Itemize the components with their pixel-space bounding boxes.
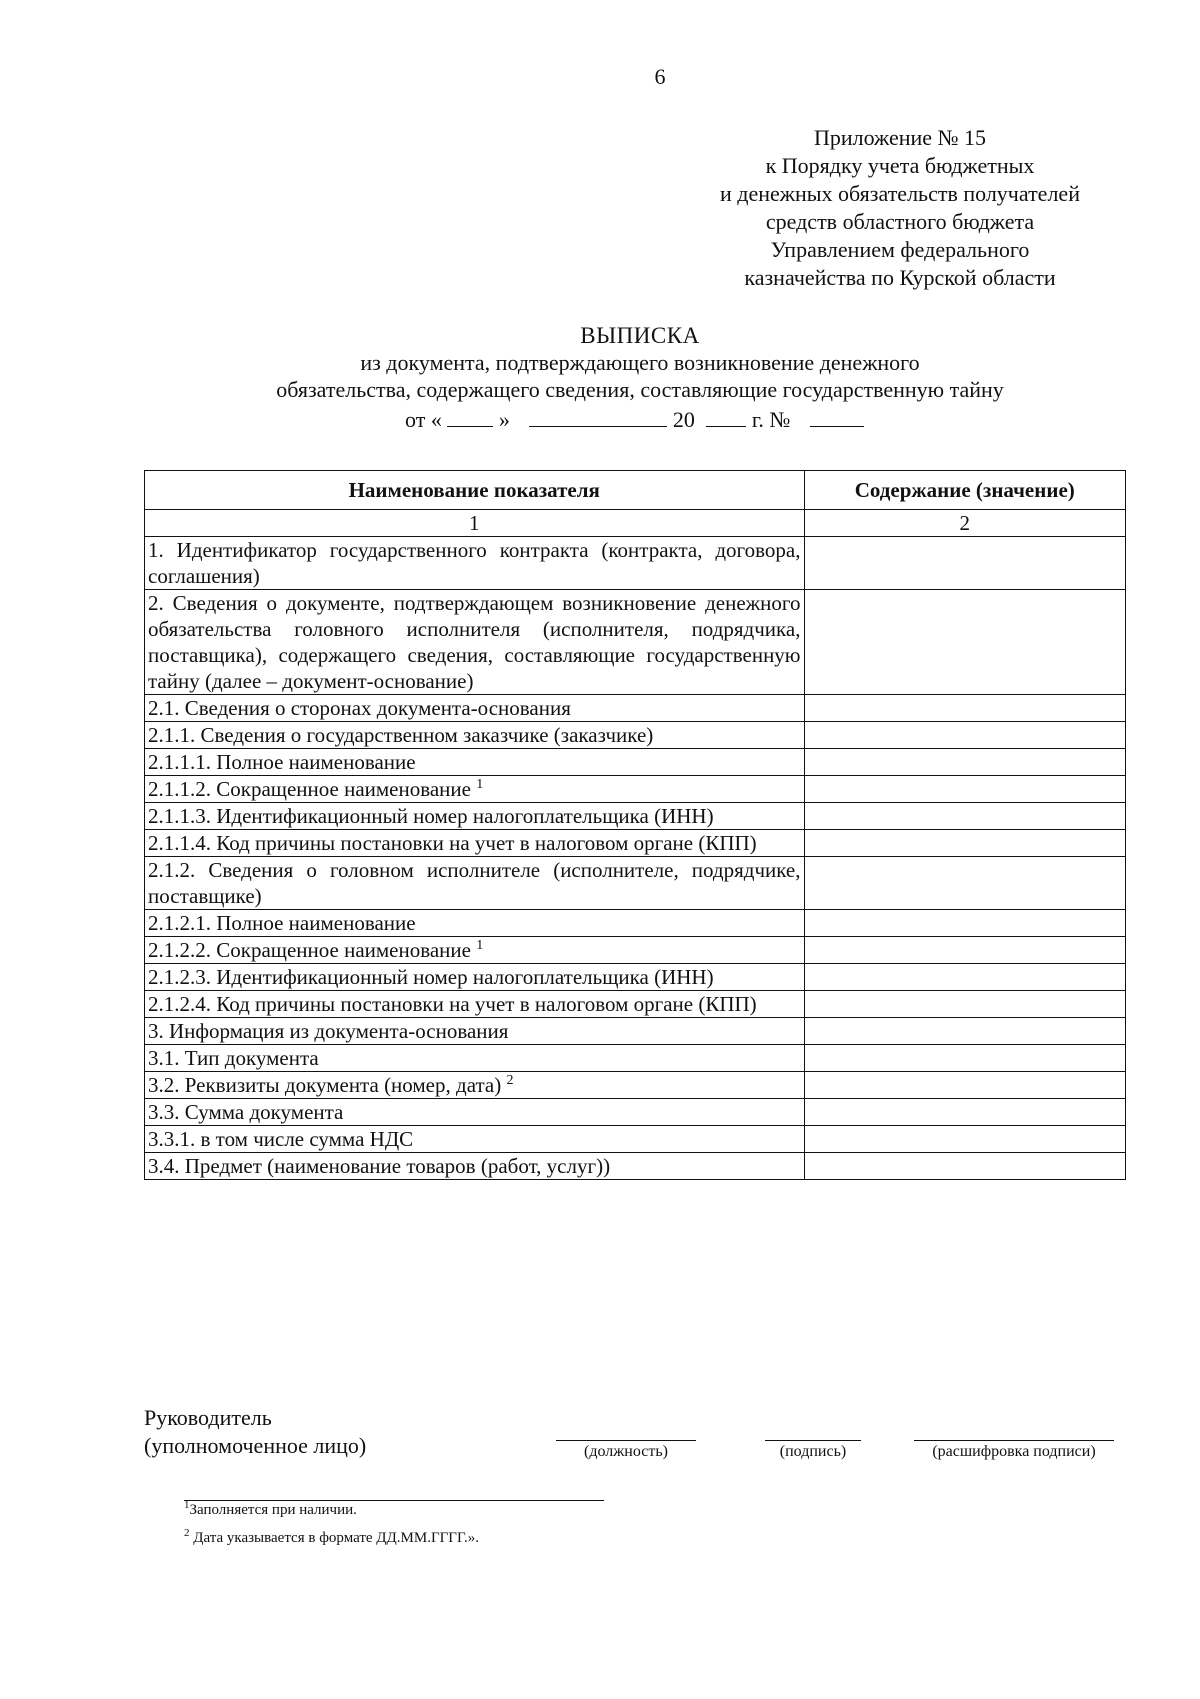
indicator-value-cell[interactable] xyxy=(804,1126,1126,1153)
indicator-name-cell xyxy=(145,776,805,803)
position-field xyxy=(556,1440,696,1461)
indicator-name: 2.1.2.2. Сокращенное наименование xyxy=(148,938,471,962)
indicator-name-cell xyxy=(145,910,805,937)
number-blank xyxy=(810,406,864,427)
footnote-mark: 1 xyxy=(184,1499,190,1511)
indicators-table xyxy=(144,470,1126,1180)
indicator-value-cell[interactable] xyxy=(804,964,1126,991)
indicator-name: 2.1.1.1. Полное наименование xyxy=(148,750,416,774)
table-row xyxy=(145,695,1126,722)
year-prefix: 20 xyxy=(672,407,695,432)
indicator-name: 3.4. Предмет (наименование товаров (работ, услуг)) xyxy=(148,1154,611,1178)
indicator-value-cell[interactable] xyxy=(804,910,1126,937)
indicator-name: 2.1.1.2. Сокращенное наименование xyxy=(148,777,471,801)
indicator-value-cell[interactable] xyxy=(804,1099,1126,1126)
indicator-name-cell xyxy=(145,695,805,722)
table-row xyxy=(145,776,1126,803)
table-row xyxy=(145,964,1126,991)
table-header-row xyxy=(145,471,1126,510)
table-row xyxy=(145,937,1126,964)
table-row xyxy=(145,991,1126,1018)
indicator-value-cell[interactable] xyxy=(804,537,1126,590)
position-line xyxy=(556,1440,696,1441)
signer-line: Руководитель xyxy=(144,1405,272,1430)
indicator-name-cell xyxy=(145,1018,805,1045)
month-blank xyxy=(529,406,667,427)
position-caption: (должность) xyxy=(584,1443,668,1460)
signature-field xyxy=(765,1440,861,1461)
number-prefix: г. № xyxy=(751,407,791,432)
indicator-name: 2.1.1. Сведения о государственном заказчике (заказчике) xyxy=(148,723,654,747)
indicator-name: 3.1. Тип документа xyxy=(148,1046,319,1070)
page-number: 6 xyxy=(654,64,666,89)
signer-line: (уполномоченное лицо) xyxy=(144,1433,367,1458)
document-heading xyxy=(200,322,1080,403)
signature-line xyxy=(765,1440,861,1441)
indicator-name-cell xyxy=(145,1072,805,1099)
year-blank xyxy=(706,406,746,427)
appendix-line: и денежных обязательств получателей xyxy=(720,181,1080,206)
indicator-value-cell[interactable] xyxy=(804,776,1126,803)
indicator-value-cell[interactable] xyxy=(804,937,1126,964)
indicator-value-cell[interactable] xyxy=(804,803,1126,830)
indicator-value-cell[interactable] xyxy=(804,722,1126,749)
indicator-value-cell[interactable] xyxy=(804,1072,1126,1099)
indicator-name: 2.1. Сведения о сторонах документа-основания xyxy=(148,696,571,720)
footnote-text: Дата указывается в формате ДД.ММ.ГГГГ.». xyxy=(193,1530,479,1546)
table-row xyxy=(145,803,1126,830)
indicator-value-cell[interactable] xyxy=(804,749,1126,776)
indicator-name: 2.1.2.3. Идентификационный номер налогоплательщика (ИНН) xyxy=(148,965,714,989)
appendix-line: Приложение № 15 xyxy=(813,125,987,150)
appendix-line: к Порядку учета бюджетных xyxy=(765,153,1035,178)
indicator-name-cell xyxy=(145,991,805,1018)
document-subtitle: из документа, подтверждающего возникновение денежного xyxy=(360,350,920,375)
signature-caption: (подпись) xyxy=(779,1443,847,1460)
table-row xyxy=(145,830,1126,857)
table-row xyxy=(145,749,1126,776)
appendix-line: Управлением федерального xyxy=(770,237,1030,262)
indicator-name-cell xyxy=(145,830,805,857)
date-prefix: от « xyxy=(405,407,442,432)
indicator-value-cell[interactable] xyxy=(804,590,1126,695)
indicator-name: 3.3. Сумма документа xyxy=(148,1100,344,1124)
indicator-value-cell[interactable] xyxy=(804,991,1126,1018)
table-row xyxy=(145,1126,1126,1153)
indicator-name-cell xyxy=(145,590,805,695)
indicator-name-cell xyxy=(145,1126,805,1153)
table-row xyxy=(145,857,1126,910)
indicator-name: 3.3.1. в том числе сумма НДС xyxy=(148,1127,414,1151)
table-row xyxy=(145,910,1126,937)
table-row xyxy=(145,537,1126,590)
indicator-name: 1. Идентификатор государственного контракта (контракта, договора, соглашения) xyxy=(148,538,801,588)
indicator-name-cell xyxy=(145,1045,805,1072)
indicator-name-cell xyxy=(145,1099,805,1126)
indicator-value-cell[interactable] xyxy=(804,1153,1126,1180)
footnote-mark: 2 xyxy=(184,1527,190,1539)
indicator-name: 3. Информация из документа-основания xyxy=(148,1019,509,1043)
signer-label xyxy=(144,1404,366,1460)
table-row xyxy=(145,1153,1126,1180)
indicator-name: 2.1.1.4. Код причины постановки на учет в налоговом органе (КПП) xyxy=(148,831,757,855)
footnote-reference: 1 xyxy=(476,777,484,792)
column-number: 2 xyxy=(804,510,1126,537)
decoding-line xyxy=(914,1440,1114,1441)
column-number-row xyxy=(145,510,1126,537)
document-subtitle: обязательства, содержащего сведения, составляющие государственную тайну xyxy=(276,377,1004,402)
decoding-field xyxy=(914,1440,1114,1461)
table-row xyxy=(145,1072,1126,1099)
day-blank xyxy=(447,406,493,427)
indicator-name: 2.1.2.1. Полное наименование xyxy=(148,911,416,935)
indicator-name-cell xyxy=(145,537,805,590)
table-row xyxy=(145,1018,1126,1045)
indicator-value-cell[interactable] xyxy=(804,695,1126,722)
footnote-reference: 2 xyxy=(506,1073,514,1088)
decoding-caption: (расшифровка подписи) xyxy=(932,1443,1096,1460)
indicator-value-cell[interactable] xyxy=(804,857,1126,910)
indicator-name-cell xyxy=(145,722,805,749)
footnote-text: Заполняется при наличии. xyxy=(189,1502,357,1518)
indicator-name: 2.1.2.4. Код причины постановки на учет в налоговом органе (КПП) xyxy=(148,992,757,1016)
indicator-name-cell xyxy=(145,857,805,910)
column-number: 1 xyxy=(145,510,805,537)
indicator-value-cell[interactable] xyxy=(804,1018,1126,1045)
table-row xyxy=(145,722,1126,749)
appendix-line: казначейства по Курской области xyxy=(744,265,1056,290)
table-row xyxy=(145,1045,1126,1072)
indicator-value-cell[interactable] xyxy=(804,1045,1126,1072)
indicator-name: 2.1.1.3. Идентификационный номер налогоплательщика (ИНН) xyxy=(148,804,714,828)
indicator-name-cell xyxy=(145,1153,805,1180)
indicator-name-cell xyxy=(145,803,805,830)
date-quote-close: » xyxy=(498,407,510,432)
indicator-name-cell xyxy=(145,964,805,991)
appendix-line: средств областного бюджета xyxy=(765,209,1035,234)
appendix-reference xyxy=(640,124,1160,292)
header-content-value: Содержание (значение) xyxy=(804,471,1126,510)
footnote xyxy=(184,1499,357,1519)
indicator-name: 2.1.2. Сведения о головном исполнителе (исполнителе, подрядчике, поставщике) xyxy=(148,858,801,908)
document-title: ВЫПИСКА xyxy=(580,323,700,348)
indicator-value-cell[interactable] xyxy=(804,830,1126,857)
header-indicator-name: Наименование показателя xyxy=(145,471,805,510)
indicator-name: 3.2. Реквизиты документа (номер, дата) xyxy=(148,1073,502,1097)
table-row xyxy=(145,590,1126,695)
table-row xyxy=(145,1099,1126,1126)
indicator-name-cell xyxy=(145,749,805,776)
indicator-name: 2. Сведения о документе, подтверждающем возникновение денежного обязательства головного исполнителя (исполнителя, подрядчика, поставщика), содержащего сведения, составляющие государственную тайну (далее – документ-основание) xyxy=(148,591,801,693)
indicator-name-cell xyxy=(145,937,805,964)
footnote-reference: 1 xyxy=(476,938,484,953)
footnote-separator xyxy=(184,1500,604,1501)
footnote xyxy=(184,1527,479,1547)
date-number-line xyxy=(405,406,864,433)
